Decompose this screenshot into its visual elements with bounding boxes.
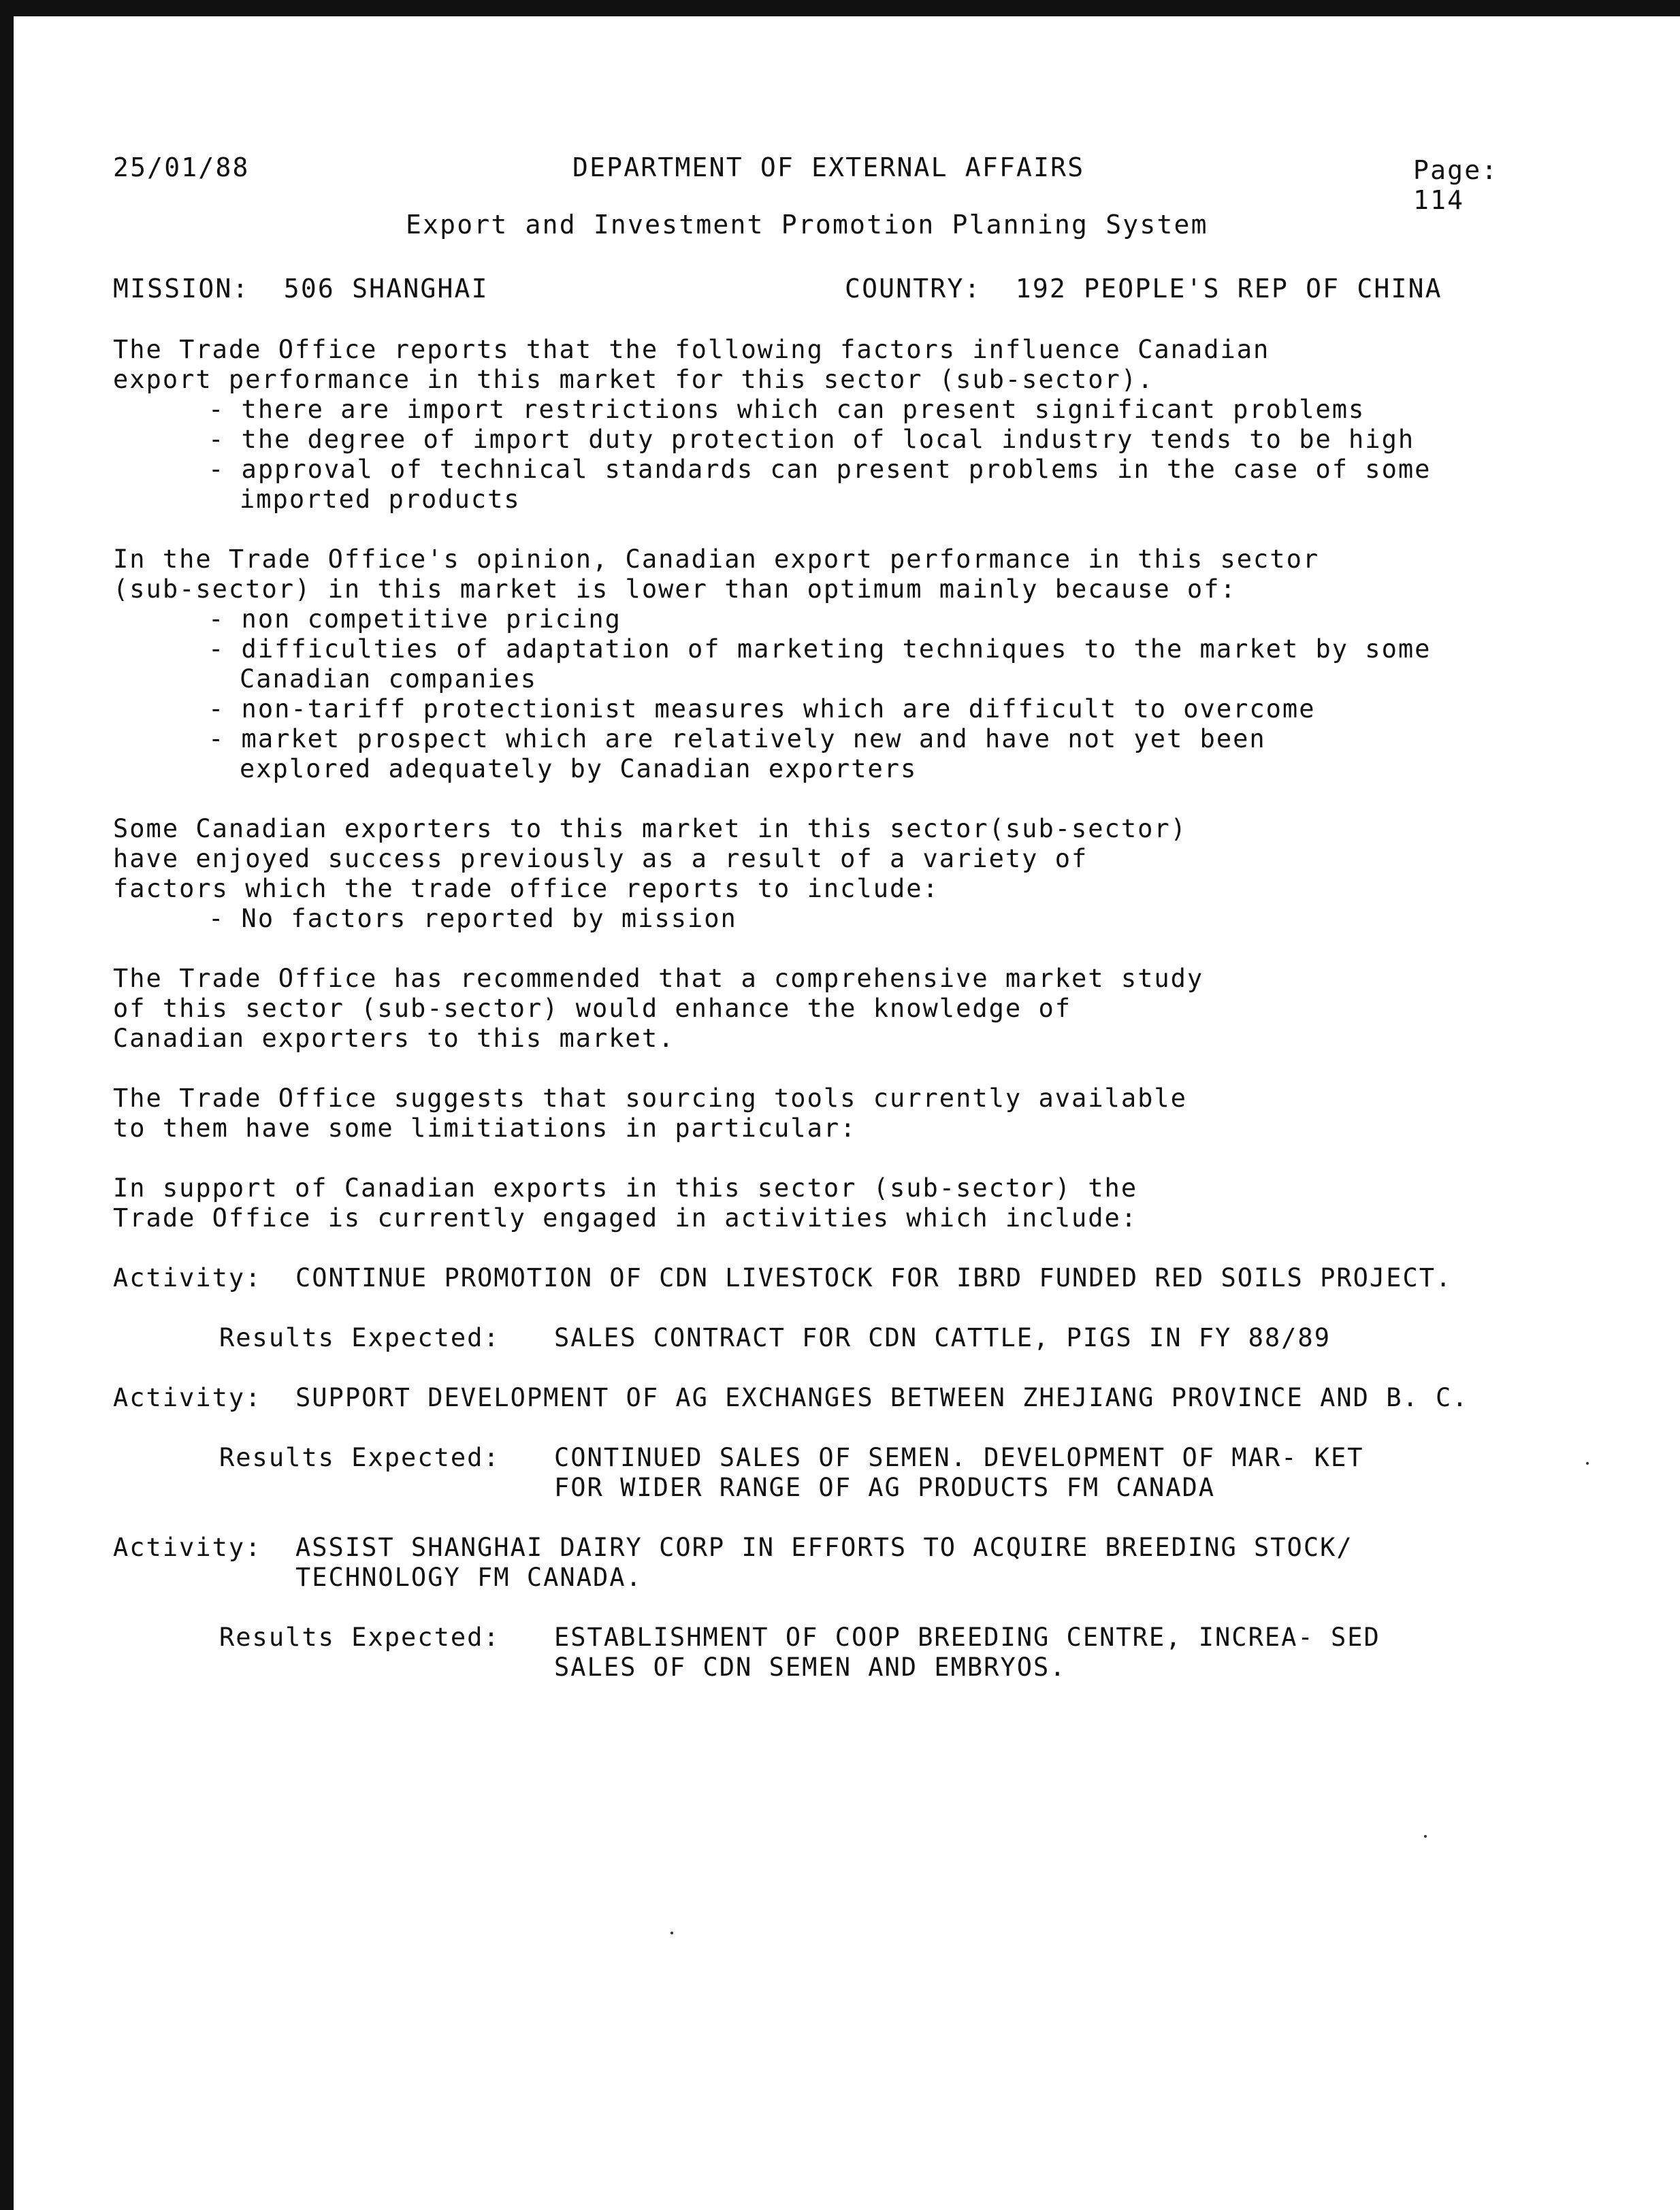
list-item: - there are import restrictions which can present significant problems	[208, 395, 1366, 424]
report-date: 25/01/88	[113, 152, 250, 182]
activity-entry	[113, 1383, 1556, 1503]
results-description: CONTINUED SALES OF SEMEN. DEVELOPMENT OF MAR- KET FOR WIDER RANGE OF AG PRODUCTS FM CANADA	[554, 1443, 1364, 1502]
system-title: Export and Investment Promotion Planning System	[406, 210, 1208, 240]
scan-speck	[1424, 1835, 1427, 1838]
list-item: - non competitive pricing	[208, 604, 621, 634]
performance-reasons-section	[113, 545, 1556, 784]
results-label: Results Expected:	[219, 1323, 500, 1352]
paragraph-line: Canadian exporters to this market.	[113, 1024, 675, 1053]
results-row	[113, 1323, 1556, 1353]
activity-label: Activity:	[113, 1263, 262, 1293]
paragraph-line: The Trade Office suggests that sourcing tools currently available	[113, 1084, 1187, 1113]
list-item: - No factors reported by mission	[208, 904, 737, 933]
results-row	[113, 1443, 1556, 1503]
results-label: Results Expected:	[219, 1623, 500, 1652]
past-success-section	[113, 814, 1556, 934]
scan-speck	[671, 1932, 673, 1934]
results-label: Results Expected:	[219, 1443, 500, 1472]
activity-description: SUPPORT DEVELOPMENT OF AG EXCHANGES BETWEEN ZHEJIANG PROVINCE AND B. C.	[295, 1383, 1469, 1412]
activity-description: ASSIST SHANGHAI DAIRY CORP IN EFFORTS TO ACQUIRE BREEDING STOCK/ TECHNOLOGY FM CANADA.	[295, 1533, 1353, 1592]
page-number: Page: 114	[1413, 155, 1499, 215]
paragraph-line: (sub-sector) in this market is lower than optimum mainly because of:	[113, 574, 1237, 604]
list-item: - approval of technical standards can present problems in the case of some imported products	[208, 455, 1432, 514]
mission-field: MISSION: 506 SHANGHAI	[113, 274, 489, 304]
list-item: - difficulties of adaptation of marketing techniques to the market by some Canadian companies	[208, 634, 1432, 694]
list-item: - non-tariff protectionist measures which are difficult to overcome	[208, 694, 1316, 724]
activity-entry	[113, 1263, 1556, 1353]
paragraph-line: factors which the trade office reports to include:	[113, 874, 939, 903]
scan-speck	[1586, 1462, 1589, 1465]
paragraph-line: The Trade Office reports that the following factors influence Canadian	[113, 335, 1270, 364]
paragraph-line: In the Trade Office's opinion, Canadian export performance in this sector	[113, 545, 1320, 574]
paragraph-line: of this sector (sub-sector) would enhance the knowledge of	[113, 994, 1072, 1023]
country-field: COUNTRY: 192 PEOPLE'S REP OF CHINA	[845, 274, 1442, 304]
activity-label: Activity:	[113, 1533, 262, 1562]
list-item: - market prospect which are relatively new and have not yet been explored adequately by Canadian exporters	[208, 724, 1266, 783]
activity-description: CONTINUE PROMOTION OF CDN LIVESTOCK FOR IBRD FUNDED RED SOILS PROJECT.	[295, 1263, 1453, 1293]
results-description: ESTABLISHMENT OF COOP BREEDING CENTRE, INCREA- SED SALES OF CDN SEMEN AND EMBRYOS.	[554, 1623, 1380, 1682]
activity-label: Activity:	[113, 1383, 262, 1412]
list-item: - the degree of import duty protection of local industry tends to be high	[208, 425, 1415, 454]
sourcing-tools-section	[113, 1084, 1556, 1143]
results-description: SALES CONTRACT FOR CDN CATTLE, PIGS IN FY 88/89	[554, 1323, 1331, 1352]
scan-left-edge	[0, 0, 14, 2210]
report-body	[113, 335, 1556, 1712]
paragraph-line: Some Canadian exporters to this market in this sector(sub-sector)	[113, 814, 1187, 843]
paragraph-line: export performance in this market for this sector (sub-sector).	[113, 365, 1154, 394]
paragraph-line: Trade Office is currently engaged in activities which include:	[113, 1203, 1138, 1233]
activity-entry	[113, 1533, 1556, 1683]
paragraph-line: The Trade Office has recommended that a comprehensive market study	[113, 964, 1204, 993]
paragraph-line: In support of Canadian exports in this sector (sub-sector) the	[113, 1173, 1138, 1203]
market-study-section	[113, 964, 1556, 1054]
results-row	[113, 1623, 1556, 1683]
scan-top-edge	[0, 0, 1680, 16]
paragraph-line: to them have some limitiations in particular:	[113, 1114, 857, 1143]
support-activities-section	[113, 1173, 1556, 1233]
department-title: DEPARTMENT OF EXTERNAL AFFAIRS	[572, 152, 1085, 182]
paragraph-line: have enjoyed success previously as a result of a variety of	[113, 844, 1088, 873]
influence-factors-section	[113, 335, 1556, 515]
